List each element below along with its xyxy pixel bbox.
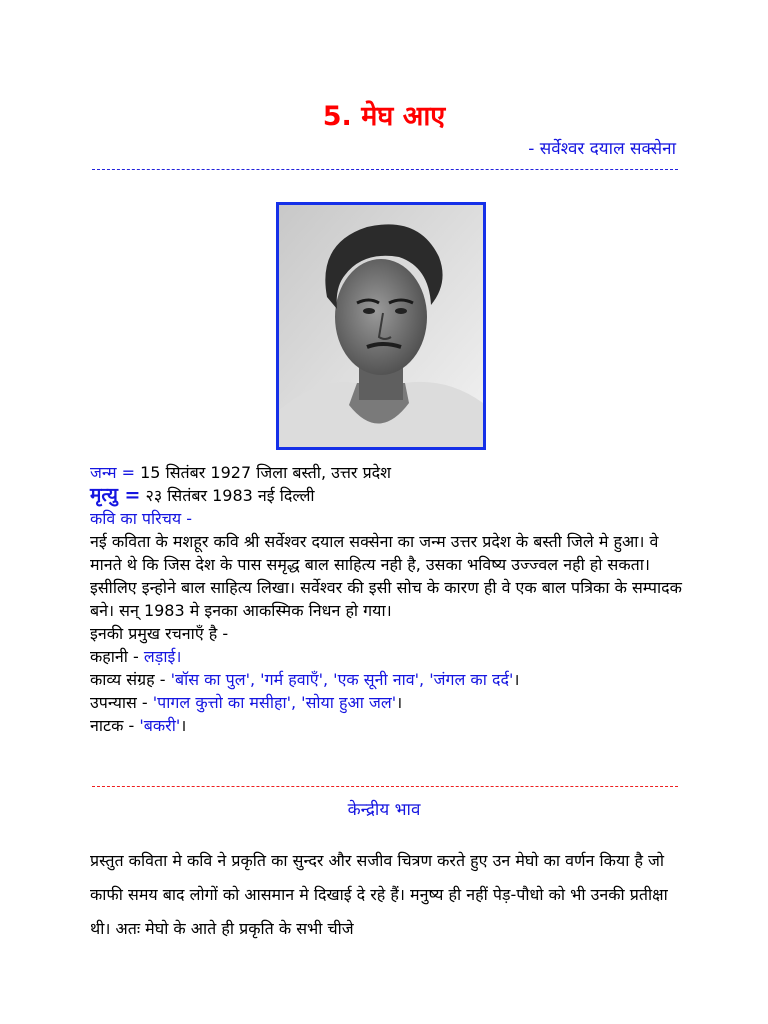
page-title: 5. मेघ आए [322,101,446,132]
birth-line [90,461,690,484]
central-idea [90,844,686,946]
author-name: - सर्वेश्वर दयाल सक्सेना [528,139,676,159]
birth-label: जन्म = [90,463,136,482]
works-line-poetry: काव्य संग्रह - 'बॉस का पुल', 'गर्म हवाएँ', 'एक सूनी नाव', 'जंगल का दर्द'। [90,670,520,689]
works-items: 'बॉस का पुल', 'गर्म हवाएँ', 'एक सूनी नाव', 'जंगल का दर्द' [170,670,514,689]
birth-value: 15 सितंबर 1927 जिला बस्ती, उत्तर प्रदेश [140,463,392,482]
intro-paragraph: नई कविता के मशहूर कवि श्री सर्वेश्वर दयाल सक्सेना का जन्म उत्तर प्रदेश के बस्ती जिले मे हुआ। वे मानते थे कि जिस देश के पास समृद्ध बाल साहित्य नही है, उसका भविष्य उज्ज्वल नही हो सकता। इसीलिए इन्होने बाल साहित्य लिखा। सर्वेश्वर की इसी सोच के कारण ही वे एक बाल पत्रिका के सम्पादक बने। सन् 1983 मे इनका आकस्मिक निधन हो गया। [90,532,682,620]
works-label: उपन्यास - [90,693,153,712]
section-heading: केन्द्रीय भाव [347,800,421,820]
works-line-story: कहानी - लड़ाई। [90,647,182,666]
works-label: काव्य संग्रह - [90,670,171,689]
works-heading: इनकी प्रमुख रचनाएँ है - [90,624,229,643]
works-items: लड़ाई [143,647,176,666]
death-line [90,484,690,507]
death-value: २३ सितंबर 1983 नई दिल्ली [145,486,315,505]
works-label: नाटक - [90,716,140,735]
central-idea-paragraph: प्रस्तुत कविता मे कवि ने प्रकृति का सुन्दर और सजीव चित्रण करते हुए उन मेघो का वर्णन किया है जो काफी समय बाद लोगों को आसमान मे दिखाई दे रहे हैं। मनुष्य ही नहीं पेड़-पौधो को भी उनकी प्रतीक्षा थी। अतः मेघो के आते ही प्रकृति के सभी चीजे [90,851,668,938]
works-line-drama: नाटक - 'बकरी'। [90,716,187,735]
intro-heading: कवि का परिचय - [90,509,193,528]
works-items: 'बकरी' [139,716,181,735]
divider-top [92,169,678,170]
works-label: कहानी - [90,647,144,666]
death-label: मृत्यु = [90,484,141,506]
works-line-novel: उपन्यास - 'पागल कुत्तो का मसीहा', 'सोया हुआ जल'। [90,693,403,712]
divider-bottom [92,786,678,787]
works-items: 'पागल कुत्तो का मसीहा', 'सोया हुआ जल' [152,693,397,712]
poet-bio [90,461,690,737]
poet-portrait [276,202,486,450]
